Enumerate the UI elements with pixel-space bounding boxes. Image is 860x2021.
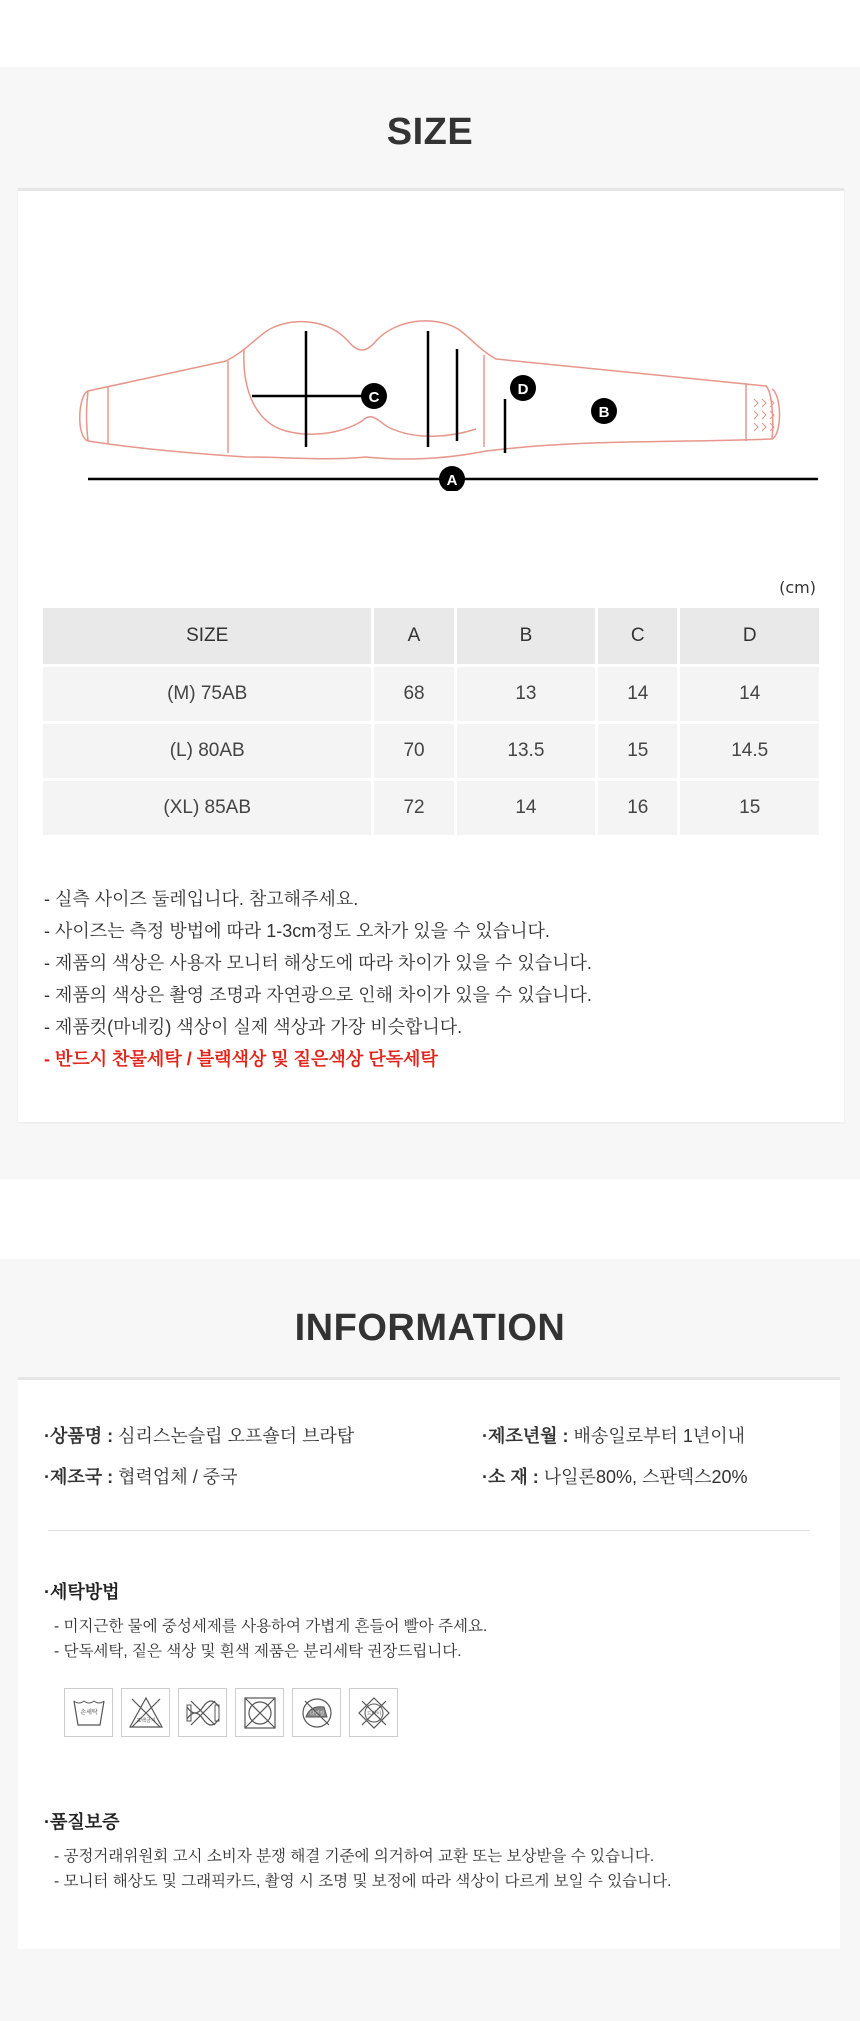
spec-value: 배송일로부터 1년이내	[568, 1426, 746, 1446]
spec-value: 심리스논슬립 오프숄더 브라탑	[113, 1426, 355, 1446]
spec-label: ·제조국 :	[44, 1467, 114, 1487]
table-cell: (L) 80AB	[43, 724, 371, 778]
spec-label: ·제조년월 :	[482, 1426, 569, 1446]
svg-text:A: A	[446, 472, 458, 489]
no-bleach-icon	[121, 1688, 170, 1737]
list-item: - 단독세탁, 짙은 색상 및 흰색 제품은 분리세탁 권장드립니다.	[54, 1643, 462, 1660]
table-cell: 14.5	[680, 724, 819, 778]
table-cell: 14	[457, 781, 596, 835]
spec-label: ·상품명 :	[44, 1426, 114, 1446]
table-cell: 13.5	[457, 724, 596, 778]
table-cell: 16	[598, 781, 677, 835]
table-header-cell: A	[374, 608, 453, 664]
wash-method-list	[54, 1614, 487, 1664]
table-header-cell: B	[457, 608, 596, 664]
spec-label: ·소 재 :	[482, 1467, 539, 1487]
size-notes	[44, 883, 592, 1075]
table-cell: 14	[598, 667, 677, 721]
information-card	[18, 1377, 840, 1949]
no-dry-clean-icon	[349, 1688, 398, 1737]
size-card	[18, 188, 844, 1122]
table-cell: 15	[598, 724, 677, 778]
quality-warranty-list	[54, 1844, 671, 1894]
spec-product-name	[44, 1422, 354, 1448]
size-title: SIZE	[386, 111, 474, 153]
wash-warning: - 반드시 찬물세탁 / 블랙색상 및 짙은색상 단독세탁	[44, 1049, 438, 1069]
svg-text:다림질: 다림질	[309, 1710, 324, 1717]
measure-b-marker	[591, 398, 617, 424]
table-header-cell: D	[680, 608, 819, 664]
spec-material	[482, 1463, 748, 1489]
note-item: - 제품의 색상은 촬영 조명과 자연광으로 인해 차이가 있을 수 있습니다.	[44, 985, 592, 1005]
table-cell: 15	[680, 781, 819, 835]
list-item: - 모니터 해상도 및 그래픽카드, 촬영 시 조명 및 보정에 따라 색상이 다르게 보일 수 있습니다.	[54, 1873, 672, 1890]
list-item: - 공정거래위원회 고시 소비자 분쟁 해결 기준에 의거하여 교환 또는 보상받을 수 있습니다.	[54, 1848, 655, 1865]
spec-value: 협력업체 / 중국	[113, 1467, 238, 1487]
note-item: - 제품컷(마네킹) 색상이 실제 색상과 가장 비슷합니다.	[44, 1017, 463, 1037]
spec-manufacture-date	[482, 1422, 745, 1448]
list-item: - 미지근한 물에 중성세제를 사용하여 가볍게 흔들어 빨아 주세요.	[54, 1618, 488, 1635]
table-header-cell: C	[598, 608, 677, 664]
svg-text:표백금지: 표백금지	[135, 1717, 156, 1724]
svg-text:손세탁: 손세탁	[79, 1708, 98, 1716]
table-cell: 14	[680, 667, 819, 721]
table-row	[43, 724, 819, 778]
unit-label: (cm)	[779, 578, 816, 597]
measure-a-marker	[439, 466, 465, 491]
spec-origin	[44, 1463, 238, 1489]
table-row	[43, 781, 819, 835]
svg-text:D: D	[517, 381, 529, 398]
table-header-row	[43, 608, 819, 664]
size-table	[40, 605, 822, 838]
table-cell: 72	[374, 781, 453, 835]
no-iron-icon	[292, 1688, 341, 1737]
svg-text:드라이: 드라이	[366, 1710, 381, 1717]
table-cell: 13	[457, 667, 596, 721]
table-cell: 70	[374, 724, 453, 778]
bra-measurement-diagram	[66, 271, 818, 491]
note-item: - 사이즈는 측정 방법에 따라 1-3cm정도 오차가 있을 수 있습니다.	[44, 921, 550, 941]
table-cell: 68	[374, 667, 453, 721]
no-wring-icon	[178, 1688, 227, 1737]
no-tumble-dry-icon	[235, 1688, 284, 1737]
care-icons	[64, 1688, 398, 1737]
table-cell: (XL) 85AB	[43, 781, 371, 835]
table-row	[43, 667, 819, 721]
spec-value: 나일론80%, 스판덱스20%	[538, 1467, 748, 1487]
svg-text:C: C	[368, 389, 380, 406]
wash-method-title: ·세탁방법	[44, 1582, 120, 1602]
measure-c-marker	[361, 383, 387, 409]
table-cell: (M) 75AB	[43, 667, 371, 721]
svg-text:B: B	[598, 404, 610, 421]
size-section	[0, 67, 860, 1179]
quality-warranty-title: ·품질보증	[44, 1812, 120, 1832]
divider	[48, 1530, 810, 1531]
information-section	[0, 1259, 860, 2021]
measure-d-marker	[510, 375, 536, 401]
note-item: - 제품의 색상은 사용자 모니터 해상도에 따라 차이가 있을 수 있습니다.	[44, 953, 592, 973]
information-title: INFORMATION	[294, 1307, 566, 1349]
table-header-cell: SIZE	[43, 608, 371, 664]
note-item: - 실측 사이즈 둘레입니다. 참고해주세요.	[44, 889, 359, 909]
hand-wash-icon	[64, 1688, 113, 1737]
